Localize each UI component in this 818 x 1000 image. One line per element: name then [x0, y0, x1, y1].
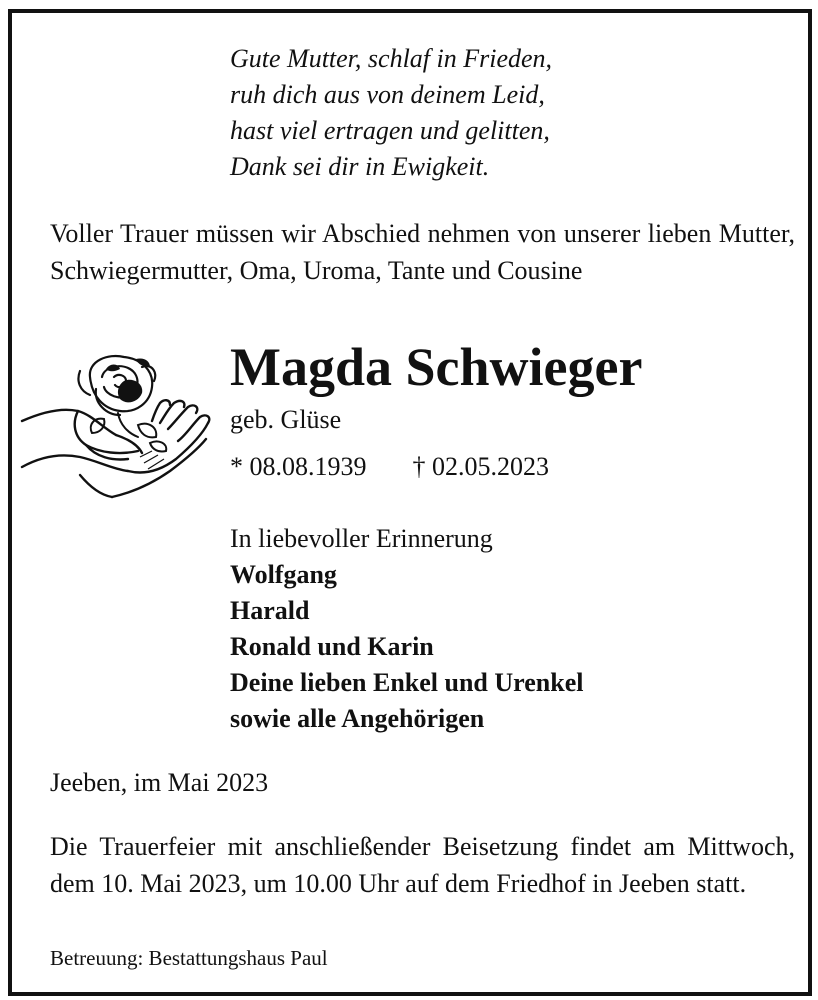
death-date: † 02.05.2023: [412, 452, 549, 481]
mourners-block: [230, 521, 583, 737]
mourners-intro: In liebevoller Erinnerung: [230, 524, 493, 553]
poem-line: ruh dich aus von deinem Leid,: [230, 80, 545, 109]
mourner-name: Wolfgang: [230, 560, 337, 589]
mourner-name: Harald: [230, 596, 310, 625]
poem-line: hast viel ertragen und gelitten,: [230, 116, 550, 145]
intro-text: Voller Trauer müssen wir Abschied nehmen von unserer lieben Mutter, Schwiegermutter, Oma, Uroma, Tante und Cousine: [50, 219, 795, 285]
memorial-poem: [230, 41, 650, 185]
life-dates: [230, 449, 549, 485]
place-and-date: Jeeben, im Mai 2023: [50, 768, 269, 797]
poem-line: Dank sei dir in Ewigkeit.: [230, 152, 490, 181]
mourner-name: Ronald und Karin: [230, 632, 434, 661]
birth-date: * 08.08.1939: [230, 452, 367, 481]
ceremony-notice: Die Trauerfeier mit anschließender Beisetzung findet am Mittwoch, dem 10. Mai 2023, um 10.00 Uhr auf dem Friedhof in Jeeben statt.: [50, 832, 795, 898]
funeral-home-credit: Betreuung: Bestattungshaus Paul: [50, 946, 328, 970]
mourner-name: sowie alle Angehörigen: [230, 704, 485, 733]
poem-line: Gute Mutter, schlaf in Frieden,: [230, 44, 553, 73]
obituary-frame: [8, 9, 812, 996]
mourner-name: Deine lieben Enkel und Urenkel: [230, 668, 584, 697]
hands-holding-rose-icon: [20, 347, 216, 507]
maiden-name: geb. Glüse: [230, 405, 342, 434]
deceased-name: Magda Schwieger: [230, 337, 643, 397]
